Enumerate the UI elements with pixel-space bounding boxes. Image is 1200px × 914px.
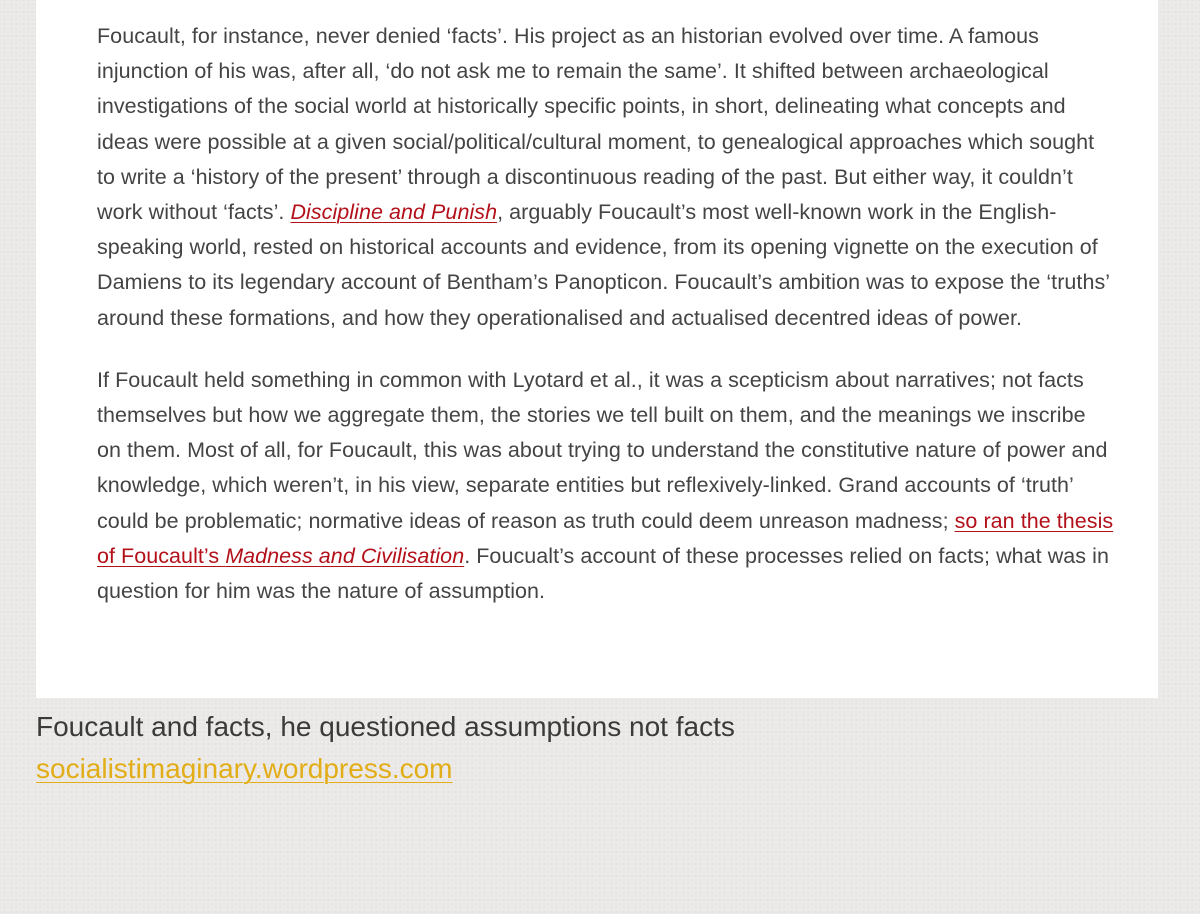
paragraph-2-text-after: . Foucualt’s account of these processes relied on facts; what was in question for him was the nature of assumption. xyxy=(97,543,1109,604)
paragraph-1-text-after: , arguably Foucault’s most well-known work in the English-speaking world, rested on historical accounts and evidence, from its opening vignette on the execution of Damiens to its legendary account of Bentham’s Panopticon. Foucault’s ambition was to expose the ‘truths’ around these formations, and how they operationalised and actualised decentred ideas of power. xyxy=(97,200,1110,330)
link-preview-caption[interactable] xyxy=(36,706,1156,790)
madness-link-italic-title: Madness and Civilisation xyxy=(225,543,465,568)
paragraph-1-text-before: Foucault, for instance, never denied ‘facts’. His project as an historian evolved over time. A famous injunction of his was, after all, ‘do not ask me to remain the same’. It shifted between archaeological investigations of the social world at historically specific points, in short, delineating what concepts and ideas were possible at a given social/political/cultural moment, to genealogical approaches which sought to write a ‘history of the present’ through a discontinuous reading of the past. But either way, it couldn’t work without ‘facts’. xyxy=(97,24,1095,225)
source-url-link[interactable]: socialistimaginary.wordpress.com xyxy=(36,753,453,784)
article-paragraph-2 xyxy=(97,363,1114,609)
caption-title: Foucault and facts, he questioned assumptions not facts xyxy=(36,711,735,742)
paragraph-2-text-before: If Foucault held something in common with Lyotard et al., it was a scepticism about narratives; not facts themselves but how we aggregate them, the stories we tell built on them, and the meanings we inscribe on them. Most of all, for Foucault, this was about trying to understand the constitutive nature of power and knowledge, which weren’t, in his view, separate entities but reflexively-linked. Grand accounts of ‘truth’ could be problematic; normative ideas of reason as truth could deem unreason madness; xyxy=(97,367,1108,533)
article-paragraph-1 xyxy=(97,19,1114,336)
discipline-and-punish-link[interactable] xyxy=(290,200,497,224)
discipline-and-punish-link-text: Discipline and Punish xyxy=(290,200,498,225)
madness-link-text: so ran the thesis of Foucault’s xyxy=(97,508,1114,568)
article-excerpt-card xyxy=(36,0,1158,698)
